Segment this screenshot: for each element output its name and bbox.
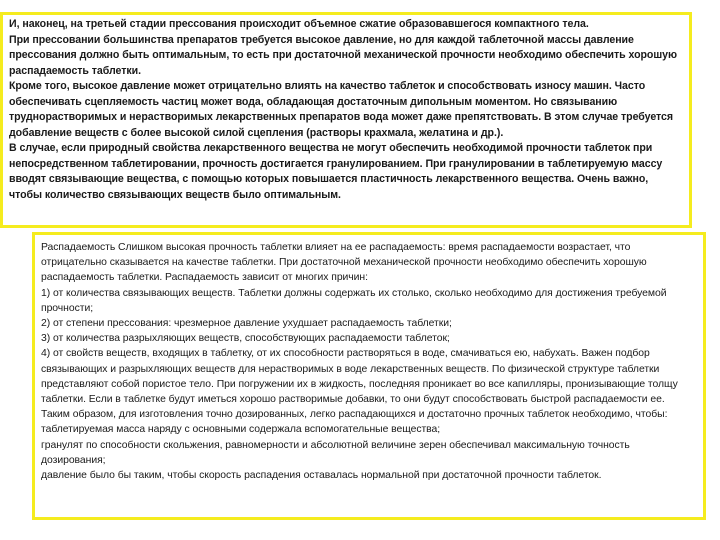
factor-binders-item: 1) от количества связывающих веществ. Таблетки должны содержать их столько, сколько необходимо для достижения требуемой прочности; bbox=[41, 287, 667, 314]
requirement-mass-item: таблетируемая масса наряду с основными содержала вспомогательные вещества; bbox=[41, 424, 441, 436]
factor-properties-item: 4) от свойств веществ, входящих в таблетку, от их способности растворяться в воде, смачиваться ею, набухать. Важен подбор связывающих и разрыхляющих веществ для нерастворимых в воде лекарственных веществ. По физической структуре таблетки представляют собой пористое тело. При погружении их в жидкость, последняя проникает во все капилляры, пронизывающие толщу таблетки. Если в таблетке будут иметься хорошо растворимые добавки, то они будут способствовать быстрой распадаемости ее. bbox=[41, 348, 678, 406]
pressure-effect-paragraph: Кроме того, высокое давление может отрицательно влиять на качество таблеток и способствовать износу машин. Часто обеспечивать сцепляемость частиц может вода, обладающая достаточным дипольным моментом. Но связыванию труднорастворимых и нерастворимых лекарственных препаратов вода может даже препятствовать. В этом случае требуется добавление веществ с более высокой силой сцепления (растворы крахмала, желатина и др.). bbox=[9, 80, 674, 139]
top-text-box bbox=[0, 12, 692, 228]
granulation-paragraph: В случае, если природный свойства лекарственного вещества не могут обеспечить необходимой прочности таблеток при непосредственном таблетировании, прочность достигается гранулированием. При гранулировании в таблетируемую массу вводят связывающие вещества, с помощью которых повышается пластичность лекарственного вещества. Очень важно, чтобы количество связывающих веществ было оптимальным. bbox=[9, 142, 663, 201]
factor-pressing-item: 2) от степени прессования: чрезмерное давление ухудшает распадаемость таблетки; bbox=[41, 318, 452, 330]
pressing-stage-paragraph: И, наконец, на третьей стадии прессования происходит объемное сжатие образовавшегося компактного тела. При прессовании большинства препаратов требуется высокое давление, но для каждой таблеточной массы давление прессования должно быть оптимальным, то есть при достаточной механической прочности необходимо обеспечить хорошую распадаемость таблетки. bbox=[9, 18, 677, 77]
requirement-granulate-item: гранулят по способности скольжения, равномерности и абсолютной величине зерен обеспечивал максимальную точность дозирования; bbox=[41, 439, 630, 466]
conclusion-paragraph: Таким образом, для изготовления точно дозированных, легко распадающихся и достаточно прочных таблеток необходимо, чтобы: bbox=[41, 409, 668, 421]
bottom-text-box bbox=[32, 232, 706, 520]
disintegration-intro-paragraph: Распадаемость Слишком высокая прочность таблетки влияет на ее распадаемость: время распадаемости возрастает, что отрицательно сказывается на качестве таблетки. При достаточной механической прочности необходимо обеспечить хорошую распадаемость таблетки. Распадаемость зависит от многих причин: bbox=[41, 242, 647, 284]
requirement-pressure-item: давление было бы таким, чтобы скорость распадения оставалась нормальной при достаточной прочности таблеток. bbox=[41, 470, 602, 482]
factor-disintegrants-item: 3) от количества разрыхляющих веществ, способствующих распадаемости таблеток; bbox=[41, 333, 450, 345]
